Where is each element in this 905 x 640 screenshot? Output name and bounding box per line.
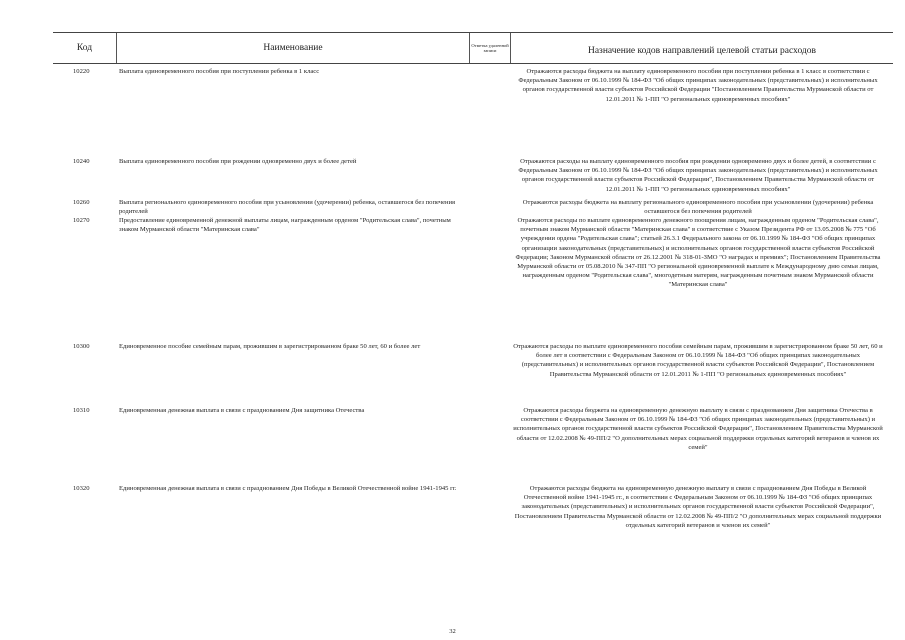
row-code: 10260 (73, 199, 90, 206)
page-number: 32 (449, 628, 456, 635)
row-description: Отражаются расходы бюджета на выплату регионального единовременного пособия при усыновлении (удочерении) ребенка оставшегося без попечения родителей (522, 199, 874, 216)
table-header (53, 32, 893, 64)
row-name: Единовременная денежная выплата в связи с празднованием Дня защитника Отечества (119, 407, 365, 414)
row-code: 10220 (73, 68, 90, 75)
row-name: Единовременная денежная выплата в связи с празднованием Дня Победы в Великой Отечественной войне 1941-1945 гг. (119, 485, 457, 492)
row-code: 10320 (73, 485, 90, 492)
row-description: Отражаются расходы по выплате единовременного пособия семейным парам, прожившим в зарегистрированном браке 50 лет, 60 и более лет в соответствии с Федеральным Законом от 06.10.1999 № 184-ФЗ "Об общих принципах законодательных (представительных) и исполнительных органов государственной власти субъектов Российской Федерации", Постановлением Правительства Мурманской области от 12.01.2011 № 1-ПП "О региональных единовременных пособиях" (513, 343, 883, 378)
header-purpose: Назначение кодов направлений целевой статьи расходов (587, 46, 816, 56)
header-deleted-mark: Отметка удаленной записи (471, 43, 509, 53)
row-name: Выплата единовременного пособия при поступлении ребенка в 1 класс (119, 68, 320, 75)
row-description: Отражаются расходы бюджета на выплату единовременного пособия при поступлении ребенка в 1 класс в соответствии с Федеральным Законом от 06.10.1999 № 184-ФЗ "Об общих принципах законодательных (представительных) и исполнительных органов государственной власти субъектов Российской Федерации "Постановлением Правительства Мурманской области от 12.01.2011 № 1-ПП "О региональных единовременных пособиях" (518, 68, 878, 103)
row-code: 10270 (73, 217, 90, 224)
row-description: Отражаются расходы по выплате единовременного денежного поощрения лицам, награжденным орденом "Родительская слава", почетным знаком Мурманской области "Материнская слава" в соответствие с Указом Президента РФ от 13.05.2008 № 775 "Об учреждении ордена "Родительская слава"; статьей 26.3.1 Федерального закона от 06.10.1999 № 184-ФЗ "Об общих принципах организации законодательных (представительных) и исполнительных органов государственной власти субъектов Российской Федерации; Законом Мурманской области от 26.12.2001 № 318-01-ЗМО "О наградах и премиях"; Постановлением Правительства Мурманской области от 05.08.2010 № 347-ПП "О региональной единовременной выплате к Международному дню семьи лицам, награжденным орденом "Родительская слава", многодетным матерям, награжденным почетным знаком Мурманской области "Материнская слава" (515, 217, 881, 289)
row-code: 10300 (73, 343, 90, 350)
header-name: Наименование (263, 43, 323, 53)
header-code: Код (76, 43, 93, 53)
row-name: Единовременное пособие семейным парам, прожившим в зарегистрированном браке 50 лет, 60 и более лет (119, 343, 421, 350)
row-description: Отражаются расходы бюджета на единовременную денежную выплату в связи с празднованием Дня защитника Отечества в соответствии с Федеральным Законом от 06.10.1999 № 184-ФЗ "Об общих принципах законодательных (представительных) и исполнительных органов государственной власти субъектов Российской Федерации", Постановлением Правительства Мурманской области от 12.02.2008 № 49-ПП/2 "О дополнительных мерах социальной поддержки отдельных категорий ветеранов и членов их семей" (513, 407, 883, 451)
row-code: 10240 (73, 158, 90, 165)
row-name: Выплата регионального единовременного пособия при усыновлении (удочерении) ребенка, оставшегося без попечения родителей (119, 199, 456, 216)
row-description: Отражаются расходы на выплату единовременного пособия при рождении одновременно двух и более детей, в соответствии с Федеральным Законом от 06.10.1999 № 184-ФЗ "Об общих принципах законодательных (представительных) и исполнительных органов государственной власти субъектов Российской Федерации", Постановлением Правительства Мурманской области от 12.01.2011 № 1-ПП "О региональных единовременных пособиях" (518, 158, 878, 193)
row-name: Предоставление единовременной денежной выплаты лицам, награжденным орденом "Родительская слава", почетным знаком Мурманской области "Материнская слава" (119, 217, 451, 234)
row-code: 10310 (73, 407, 90, 414)
row-description: Отражаются расходы бюджета на единовременную денежную выплату в связи с празднованием Дня Победы в Великой Отечественной войне 1941-1945 гг., в соответствии с Федеральным Законом от 06.10.1999 № 184-ФЗ "Об общих принципах законодательных (представительных) и исполнительных органов государственной власти субъектов Российской Федерации", Постановлением Правительства Мурманской области от 12.02.2008 № 49-ПП/2 "О дополнительных мерах социальной поддержки отдельных категорий ветеранов и членов их семей" (514, 485, 882, 529)
row-name: Выплата единовременного пособия при рождении одновременно двух и более детей (119, 158, 357, 165)
